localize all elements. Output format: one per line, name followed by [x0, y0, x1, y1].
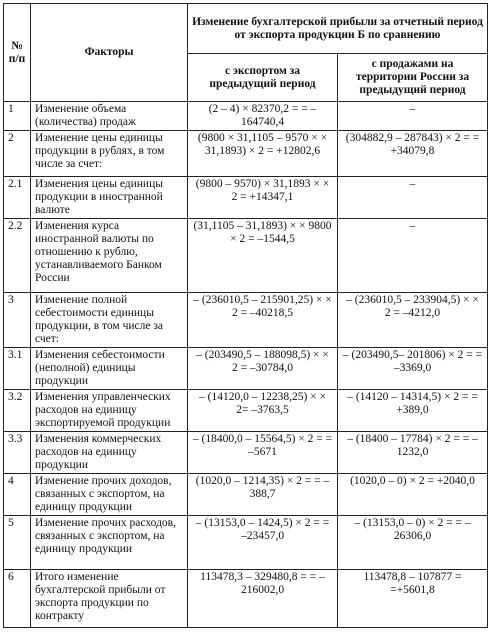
- row-number: 3.2: [4, 390, 31, 432]
- domestic-calc-cell: – (236010,5 – 233904,5) × × 2 = –4212,0: [338, 293, 488, 348]
- table-row: [4, 293, 488, 348]
- export-calc-cell: (2 – 4) × 82370,2 = = – 164740,4: [188, 102, 338, 131]
- domestic-calc-cell: –: [338, 219, 488, 293]
- export-calc-cell: 113478,3 – 329480,8 = = –216002,0: [188, 570, 338, 628]
- export-calc-cell: (1020,0 – 1214,35) × 2 = = –388,7: [188, 474, 338, 516]
- factor-cell: Изменение цены единицы продукции в рублях, в том числе за счет:: [31, 131, 188, 177]
- domestic-calc-cell: – (203490,5– 201806) × 2 = = –3369,0: [338, 348, 488, 390]
- export-calc-cell: (31,1105 – 31,1893) × × 9800 × 2 = –1544,5: [188, 219, 338, 293]
- row-number: 4: [4, 474, 31, 516]
- header-export: с экспортом за предыдущий период: [188, 54, 338, 102]
- row-number: 3.3: [4, 432, 31, 474]
- row-number: 5: [4, 516, 31, 570]
- header-factors: Факторы: [31, 4, 188, 102]
- row-number: 6: [4, 570, 31, 628]
- export-calc-cell: – (13153,0 – 1424,5) × 2 = = –23457,0: [188, 516, 338, 570]
- row-number: 2.2: [4, 219, 31, 293]
- domestic-calc-cell: –: [338, 102, 488, 131]
- factor-cell: Изменения себестоимости (неполной) единицы продукции: [31, 348, 188, 390]
- table-row: [4, 474, 488, 516]
- header-no: № п/п: [4, 4, 31, 102]
- domestic-calc-cell: (1020,0 – 0) × 2 = +2040,0: [338, 474, 488, 516]
- export-calc-cell: – (18400,0 – 15564,5) × 2 = = –5671: [188, 432, 338, 474]
- export-calc-cell: – (203490,5 – 188098,5) × × 2 = –30784,0: [188, 348, 338, 390]
- table-row: [4, 516, 488, 570]
- domestic-calc-cell: (304882,9 – 287843) × 2 = = +34079,8: [338, 131, 488, 177]
- header-group: Изменение бухгалтерской прибыли за отчетный период от экспорта продукции Б по сравнению: [188, 4, 488, 54]
- domestic-calc-cell: – (14120 – 14314,5) × 2 = = +389,0: [338, 390, 488, 432]
- factor-cell: Изменения курса иностранной валюты по отношению к рублю, устанавливаемого Банком России: [31, 219, 188, 293]
- row-number: 2.1: [4, 177, 31, 219]
- export-calc-cell: – (236010,5 – 215901,25) × × 2 = –40218,5: [188, 293, 338, 348]
- row-number: 3.1: [4, 348, 31, 390]
- table-row: [4, 219, 488, 293]
- factor-cell: Изменения цены единицы продукции в иностранной валюте: [31, 177, 188, 219]
- table-row: [4, 570, 488, 628]
- table-row: [4, 177, 488, 219]
- table-row: [4, 348, 488, 390]
- domestic-calc-cell: – (13153,0 – 0) × 2 = = –26306,0: [338, 516, 488, 570]
- factor-cell: Изменение полной себестоимости единицы продукции, в том числе за счет:: [31, 293, 188, 348]
- factor-cell: Изменение прочих расходов, связанных с экспортом, на единицу продукции: [31, 516, 188, 570]
- row-number: 3: [4, 293, 31, 348]
- table-row: [4, 131, 488, 177]
- table-row: [4, 390, 488, 432]
- export-calc-cell: (9800 – 9570) × 31,1893 × × 2 = +14347,1: [188, 177, 338, 219]
- export-calc-cell: – (14120,0 – 12238,25) × × 2= –3763,5: [188, 390, 338, 432]
- domestic-calc-cell: – (18400 – 17784) × 2 = = –1232,0: [338, 432, 488, 474]
- factor-cell: Изменение прочих доходов, связанных с экспортом, на единицу продукции: [31, 474, 188, 516]
- profit-factors-table: [3, 3, 488, 628]
- domestic-calc-cell: 113478,8 – 107877 = =+5601,8: [338, 570, 488, 628]
- factor-cell: Изменение объема (количества) продаж: [31, 102, 188, 131]
- factor-cell: Изменения коммерческих расходов на единицу продукции: [31, 432, 188, 474]
- factor-cell: Изменения управленческих расходов на единицу экспортируемой продукции: [31, 390, 188, 432]
- header-domestic: с продажами на территории России за предыдущий период: [338, 54, 488, 102]
- factor-cell: Итого изменение бухгалтерской прибыли от экспорта продукции по контракту: [31, 570, 188, 628]
- table-row: [4, 102, 488, 131]
- domestic-calc-cell: –: [338, 177, 488, 219]
- row-number: 2: [4, 131, 31, 177]
- row-number: 1: [4, 102, 31, 131]
- table-row: [4, 432, 488, 474]
- export-calc-cell: (9800 × 31,1105 – 9570 × × 31,1893) × 2 = +12802,6: [188, 131, 338, 177]
